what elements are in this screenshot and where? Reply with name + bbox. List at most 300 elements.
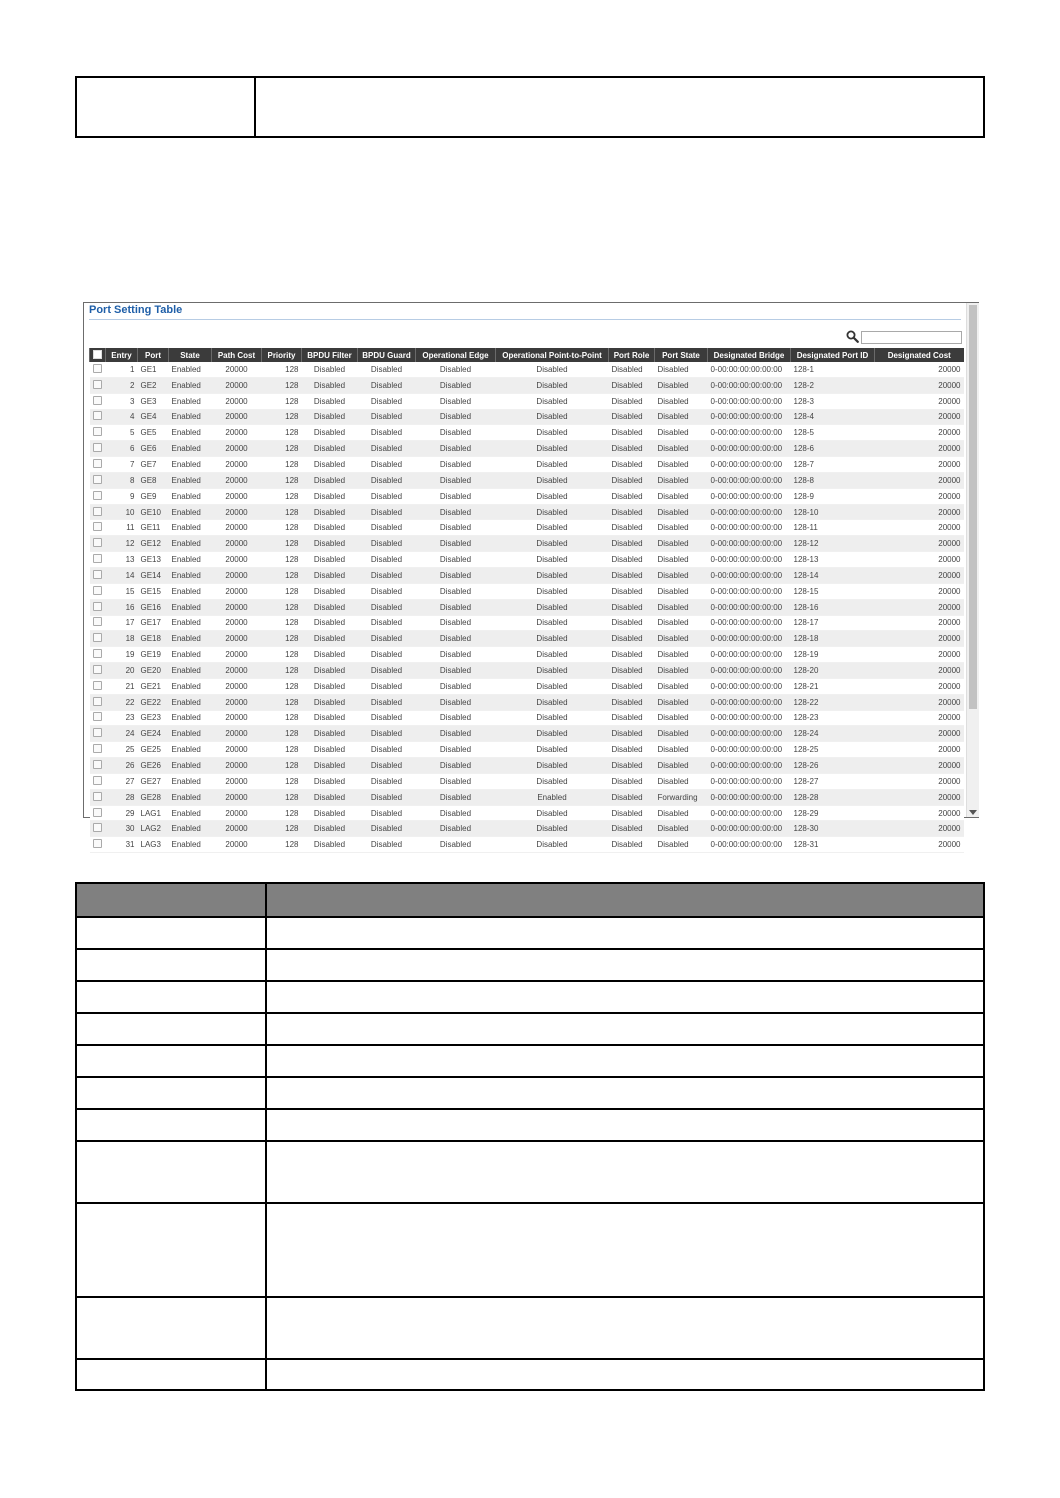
row-checkbox[interactable]	[93, 712, 102, 721]
table-cell: Disabled	[655, 441, 708, 457]
table-cell: 20000	[875, 773, 964, 789]
table-cell: 20000	[875, 362, 964, 377]
column-header: Entry	[106, 348, 138, 362]
row-checkbox[interactable]	[93, 586, 102, 595]
table-cell: GE4	[138, 409, 169, 425]
row-checkbox[interactable]	[93, 602, 102, 611]
table-row[interactable]	[90, 583, 964, 599]
table-cell: 128	[262, 663, 302, 679]
table-cell: Disabled	[609, 520, 655, 536]
table-cell: GE28	[138, 789, 169, 805]
table-cell: Disabled	[609, 758, 655, 774]
table-cell: Disabled	[609, 710, 655, 726]
table-row[interactable]	[90, 536, 964, 552]
row-checkbox-cell[interactable]	[90, 678, 106, 694]
row-checkbox-cell[interactable]	[90, 377, 106, 393]
table-cell: Disabled	[416, 488, 496, 504]
table-cell: Disabled	[416, 805, 496, 821]
row-checkbox[interactable]	[93, 776, 102, 785]
table-cell: 0-00:00:00:00:00:00	[708, 678, 791, 694]
table-cell: 128-27	[791, 773, 875, 789]
table-cell: Disabled	[496, 837, 609, 853]
vertical-scrollbar[interactable]	[966, 303, 979, 817]
row-checkbox-cell[interactable]	[90, 789, 106, 805]
table-cell: Disabled	[358, 583, 416, 599]
table-cell: Enabled	[169, 773, 212, 789]
table-cell: Disabled	[416, 631, 496, 647]
table-cell: Disabled	[496, 678, 609, 694]
row-checkbox-cell[interactable]	[90, 742, 106, 758]
table-cell: LAG3	[138, 837, 169, 853]
table-cell: Enabled	[169, 488, 212, 504]
row-checkbox-cell[interactable]	[90, 504, 106, 520]
column-header: Operational Point-to-Point	[496, 348, 609, 362]
table-cell: 128	[262, 409, 302, 425]
table-cell: Disabled	[655, 362, 708, 377]
table-cell: Disabled	[609, 837, 655, 853]
table-cell: 20000	[875, 631, 964, 647]
table-cell: 128-25	[791, 742, 875, 758]
table-cell: 20000	[212, 504, 262, 520]
table-row[interactable]	[90, 362, 964, 377]
row-checkbox[interactable]	[93, 681, 102, 690]
table-cell: 128	[262, 536, 302, 552]
doc-table-row	[77, 1202, 983, 1204]
table-cell: 20000	[875, 583, 964, 599]
row-checkbox[interactable]	[93, 507, 102, 516]
table-cell: Disabled	[496, 694, 609, 710]
table-row[interactable]	[90, 599, 964, 615]
table-cell: Disabled	[655, 599, 708, 615]
table-row[interactable]	[90, 488, 964, 504]
table-cell: 20000	[212, 805, 262, 821]
row-checkbox[interactable]	[93, 665, 102, 674]
table-cell: Enabled	[169, 377, 212, 393]
table-cell: Disabled	[655, 773, 708, 789]
table-cell: Disabled	[609, 567, 655, 583]
table-cell: Disabled	[358, 631, 416, 647]
table-cell: Disabled	[609, 457, 655, 473]
table-cell: GE10	[138, 504, 169, 520]
table-row[interactable]	[90, 425, 964, 441]
table-row[interactable]	[90, 615, 964, 631]
row-checkbox-cell[interactable]	[90, 710, 106, 726]
row-checkbox[interactable]	[93, 744, 102, 753]
table-cell: Disabled	[302, 472, 358, 488]
table-cell: Enabled	[169, 536, 212, 552]
table-cell: 128	[262, 631, 302, 647]
table-cell: 128	[262, 805, 302, 821]
table-cell: Disabled	[496, 773, 609, 789]
table-cell: 22	[106, 694, 138, 710]
row-checkbox-cell[interactable]	[90, 663, 106, 679]
table-cell: 128-31	[791, 837, 875, 853]
table-cell: Disabled	[358, 393, 416, 409]
table-cell: Disabled	[416, 758, 496, 774]
table-cell: Disabled	[302, 758, 358, 774]
doc-table-row	[77, 1012, 983, 1014]
table-cell: Disabled	[496, 599, 609, 615]
table-row[interactable]	[90, 377, 964, 393]
row-checkbox[interactable]	[93, 459, 102, 468]
table-cell: LAG2	[138, 821, 169, 837]
table-cell: GE11	[138, 520, 169, 536]
table-row[interactable]	[90, 441, 964, 457]
port-setting-table	[89, 348, 964, 853]
row-checkbox-cell[interactable]	[90, 599, 106, 615]
table-row[interactable]	[90, 821, 964, 837]
table-cell: Disabled	[416, 789, 496, 805]
table-cell: 128-20	[791, 663, 875, 679]
row-checkbox-cell[interactable]	[90, 472, 106, 488]
row-checkbox-cell[interactable]	[90, 567, 106, 583]
table-row[interactable]	[90, 694, 964, 710]
table-cell: Disabled	[358, 615, 416, 631]
row-checkbox[interactable]	[93, 839, 102, 848]
row-checkbox-cell[interactable]	[90, 837, 106, 853]
table-cell: Disabled	[655, 488, 708, 504]
table-cell: 20000	[875, 425, 964, 441]
table-cell: Disabled	[416, 457, 496, 473]
table-row[interactable]	[90, 805, 964, 821]
table-cell: 128	[262, 504, 302, 520]
table-cell: 128-11	[791, 520, 875, 536]
table-row[interactable]	[90, 789, 964, 805]
row-checkbox-cell[interactable]	[90, 457, 106, 473]
table-cell: 128	[262, 647, 302, 663]
table-cell: Disabled	[655, 536, 708, 552]
table-cell: Disabled	[416, 726, 496, 742]
table-cell: 6	[106, 441, 138, 457]
table-cell: 27	[106, 773, 138, 789]
table-cell: 0-00:00:00:00:00:00	[708, 552, 791, 568]
row-checkbox[interactable]	[93, 380, 102, 389]
table-row[interactable]	[90, 409, 964, 425]
row-checkbox[interactable]	[93, 728, 102, 737]
table-cell: 20000	[875, 441, 964, 457]
row-checkbox[interactable]	[93, 760, 102, 769]
table-cell: GE2	[138, 377, 169, 393]
row-checkbox-cell[interactable]	[90, 773, 106, 789]
row-checkbox-cell[interactable]	[90, 488, 106, 504]
table-cell: 128-14	[791, 567, 875, 583]
table-cell: Disabled	[609, 504, 655, 520]
table-cell: 20000	[875, 536, 964, 552]
table-cell: Disabled	[609, 362, 655, 377]
row-checkbox[interactable]	[93, 792, 102, 801]
table-cell: Disabled	[358, 726, 416, 742]
table-cell: Disabled	[655, 472, 708, 488]
table-cell: 128	[262, 678, 302, 694]
table-cell: Disabled	[358, 837, 416, 853]
table-cell: Enabled	[169, 583, 212, 599]
table-cell: 20000	[212, 647, 262, 663]
table-cell: 20000	[875, 552, 964, 568]
table-cell: 30	[106, 821, 138, 837]
table-cell: 128	[262, 773, 302, 789]
search-icon[interactable]	[846, 330, 859, 343]
table-cell: Disabled	[609, 631, 655, 647]
table-cell: 128	[262, 710, 302, 726]
table-cell: Disabled	[302, 821, 358, 837]
row-checkbox[interactable]	[93, 443, 102, 452]
table-cell: 28	[106, 789, 138, 805]
table-row[interactable]	[90, 552, 964, 568]
table-cell: GE23	[138, 710, 169, 726]
row-checkbox[interactable]	[93, 633, 102, 642]
table-cell: GE3	[138, 393, 169, 409]
table-cell: 20000	[875, 615, 964, 631]
table-cell: Disabled	[358, 552, 416, 568]
panel-title: Port Setting Table	[89, 304, 183, 316]
table-row[interactable]	[90, 647, 964, 663]
column-header: BPDU Guard	[358, 348, 416, 362]
row-checkbox-cell[interactable]	[90, 821, 106, 837]
table-cell: Disabled	[358, 457, 416, 473]
table-cell: Disabled	[416, 362, 496, 377]
table-cell: 128-12	[791, 536, 875, 552]
row-checkbox[interactable]	[93, 411, 102, 420]
table-row[interactable]	[90, 678, 964, 694]
table-cell: 0-00:00:00:00:00:00	[708, 472, 791, 488]
table-row[interactable]	[90, 520, 964, 536]
table-row[interactable]	[90, 837, 964, 853]
table-cell: Disabled	[302, 805, 358, 821]
table-cell: 0-00:00:00:00:00:00	[708, 663, 791, 679]
table-cell: 0-00:00:00:00:00:00	[708, 504, 791, 520]
table-cell: 0-00:00:00:00:00:00	[708, 773, 791, 789]
row-checkbox-cell[interactable]	[90, 726, 106, 742]
table-cell: 16	[106, 599, 138, 615]
table-cell: Disabled	[496, 425, 609, 441]
table-cell: Disabled	[496, 821, 609, 837]
column-header: State	[169, 348, 212, 362]
table-cell: Disabled	[609, 393, 655, 409]
table-cell: Disabled	[358, 504, 416, 520]
scrollbar-thumb[interactable]	[969, 305, 977, 709]
table-row[interactable]	[90, 393, 964, 409]
table-row[interactable]	[90, 773, 964, 789]
table-cell: 20000	[212, 599, 262, 615]
table-cell: Disabled	[655, 742, 708, 758]
table-row[interactable]	[90, 504, 964, 520]
table-header-row	[90, 348, 964, 362]
table-cell: Disabled	[609, 583, 655, 599]
table-cell: Disabled	[655, 520, 708, 536]
table-cell: 20000	[212, 393, 262, 409]
row-checkbox-cell[interactable]	[90, 552, 106, 568]
table-cell: Disabled	[416, 504, 496, 520]
table-cell: 18	[106, 631, 138, 647]
table-cell: 0-00:00:00:00:00:00	[708, 647, 791, 663]
table-cell: Disabled	[609, 773, 655, 789]
table-cell: 0-00:00:00:00:00:00	[708, 631, 791, 647]
table-row[interactable]	[90, 457, 964, 473]
table-cell: 20000	[212, 520, 262, 536]
table-cell: 19	[106, 647, 138, 663]
row-checkbox-cell[interactable]	[90, 441, 106, 457]
table-body	[90, 362, 964, 853]
table-cell: Disabled	[358, 663, 416, 679]
table-cell: Disabled	[496, 520, 609, 536]
table-cell: Disabled	[416, 583, 496, 599]
scroll-down-icon[interactable]	[969, 810, 977, 815]
table-cell: Disabled	[655, 504, 708, 520]
search-input[interactable]	[861, 331, 962, 344]
table-cell: Disabled	[609, 615, 655, 631]
table-cell: 128	[262, 758, 302, 774]
table-row[interactable]	[90, 472, 964, 488]
table-row[interactable]	[90, 710, 964, 726]
row-checkbox[interactable]	[93, 427, 102, 436]
table-cell: 0-00:00:00:00:00:00	[708, 488, 791, 504]
table-cell: LAG1	[138, 805, 169, 821]
column-header: Designated Bridge	[708, 348, 791, 362]
table-cell: Disabled	[609, 472, 655, 488]
table-cell: Disabled	[655, 647, 708, 663]
table-cell: 128-6	[791, 441, 875, 457]
table-cell: Disabled	[416, 678, 496, 694]
row-checkbox-cell[interactable]	[90, 805, 106, 821]
checkbox-icon[interactable]	[93, 350, 102, 359]
table-cell: Disabled	[358, 472, 416, 488]
table-cell: Disabled	[609, 726, 655, 742]
row-checkbox-cell[interactable]	[90, 583, 106, 599]
row-checkbox[interactable]	[93, 649, 102, 658]
table-cell: 20000	[875, 393, 964, 409]
table-row[interactable]	[90, 663, 964, 679]
table-cell: Disabled	[609, 789, 655, 805]
table-cell: Disabled	[302, 678, 358, 694]
table-cell: 20000	[212, 377, 262, 393]
table-row[interactable]	[90, 567, 964, 583]
row-checkbox-cell[interactable]	[90, 631, 106, 647]
table-cell: Disabled	[655, 805, 708, 821]
row-checkbox[interactable]	[93, 570, 102, 579]
table-cell: 128-3	[791, 393, 875, 409]
table-cell: GE1	[138, 362, 169, 377]
row-checkbox-cell[interactable]	[90, 536, 106, 552]
row-checkbox-cell[interactable]	[90, 647, 106, 663]
table-cell: Disabled	[655, 615, 708, 631]
table-cell: Disabled	[302, 552, 358, 568]
table-row[interactable]	[90, 631, 964, 647]
table-cell: 10	[106, 504, 138, 520]
table-cell: 0-00:00:00:00:00:00	[708, 377, 791, 393]
table-cell: Disabled	[358, 821, 416, 837]
table-cell: Disabled	[655, 694, 708, 710]
row-checkbox-cell[interactable]	[90, 758, 106, 774]
row-checkbox[interactable]	[93, 538, 102, 547]
row-checkbox[interactable]	[93, 475, 102, 484]
row-checkbox-cell[interactable]	[90, 425, 106, 441]
table-cell: Enabled	[169, 441, 212, 457]
table-cell: Enabled	[169, 647, 212, 663]
row-checkbox-cell[interactable]	[90, 393, 106, 409]
table-cell: Disabled	[416, 393, 496, 409]
table-cell: Disabled	[416, 552, 496, 568]
table-row[interactable]	[90, 726, 964, 742]
table-cell: Disabled	[655, 552, 708, 568]
table-cell: Disabled	[416, 599, 496, 615]
table-cell: GE20	[138, 663, 169, 679]
table-row[interactable]	[90, 758, 964, 774]
row-checkbox[interactable]	[93, 823, 102, 832]
table-cell: 20000	[875, 520, 964, 536]
row-checkbox-cell[interactable]	[90, 615, 106, 631]
table-cell: 11	[106, 520, 138, 536]
row-checkbox[interactable]	[93, 522, 102, 531]
row-checkbox-cell[interactable]	[90, 520, 106, 536]
table-cell: Disabled	[496, 409, 609, 425]
table-cell: Disabled	[655, 678, 708, 694]
table-cell: Disabled	[358, 441, 416, 457]
row-checkbox-cell[interactable]	[90, 409, 106, 425]
table-cell: 128	[262, 726, 302, 742]
row-checkbox[interactable]	[93, 364, 102, 373]
row-checkbox[interactable]	[93, 697, 102, 706]
table-cell: Disabled	[416, 567, 496, 583]
table-cell: 0-00:00:00:00:00:00	[708, 821, 791, 837]
table-cell: 23	[106, 710, 138, 726]
table-row[interactable]	[90, 742, 964, 758]
table-cell: 20000	[875, 647, 964, 663]
table-cell: GE13	[138, 552, 169, 568]
table-cell: 25	[106, 742, 138, 758]
row-checkbox[interactable]	[93, 808, 102, 817]
row-checkbox[interactable]	[93, 491, 102, 500]
table-cell: 20000	[875, 488, 964, 504]
table-cell: Disabled	[302, 504, 358, 520]
column-header: Designated Cost	[875, 348, 964, 362]
table-cell: Enabled	[169, 758, 212, 774]
row-checkbox[interactable]	[93, 554, 102, 563]
column-header: Operational Edge	[416, 348, 496, 362]
table-cell: GE27	[138, 773, 169, 789]
table-cell: Disabled	[496, 504, 609, 520]
row-checkbox-cell[interactable]	[90, 694, 106, 710]
table-cell: 13	[106, 552, 138, 568]
table-cell: 20000	[212, 567, 262, 583]
doc-table-column-divider	[265, 884, 267, 1389]
table-cell: GE18	[138, 631, 169, 647]
table-cell: 20000	[212, 457, 262, 473]
table-cell: 128-29	[791, 805, 875, 821]
table-cell: 12	[106, 536, 138, 552]
table-cell: 128-10	[791, 504, 875, 520]
doc-table-row	[77, 1358, 983, 1360]
table-cell: 128	[262, 362, 302, 377]
table-cell: GE6	[138, 441, 169, 457]
table-cell: Enabled	[169, 520, 212, 536]
row-checkbox[interactable]	[93, 617, 102, 626]
row-checkbox[interactable]	[93, 396, 102, 405]
table-cell: Disabled	[416, 647, 496, 663]
table-cell: 128	[262, 789, 302, 805]
table-cell: 0-00:00:00:00:00:00	[708, 409, 791, 425]
table-cell: 5	[106, 425, 138, 441]
table-cell: GE14	[138, 567, 169, 583]
table-cell: GE12	[138, 536, 169, 552]
row-checkbox-cell[interactable]	[90, 362, 106, 377]
table-cell: Enabled	[169, 789, 212, 805]
table-cell: Enabled	[169, 425, 212, 441]
table-cell: Disabled	[358, 773, 416, 789]
table-cell: Disabled	[496, 488, 609, 504]
table-cell: Disabled	[655, 837, 708, 853]
select-all-checkbox[interactable]	[90, 348, 106, 362]
table-cell: Disabled	[302, 663, 358, 679]
